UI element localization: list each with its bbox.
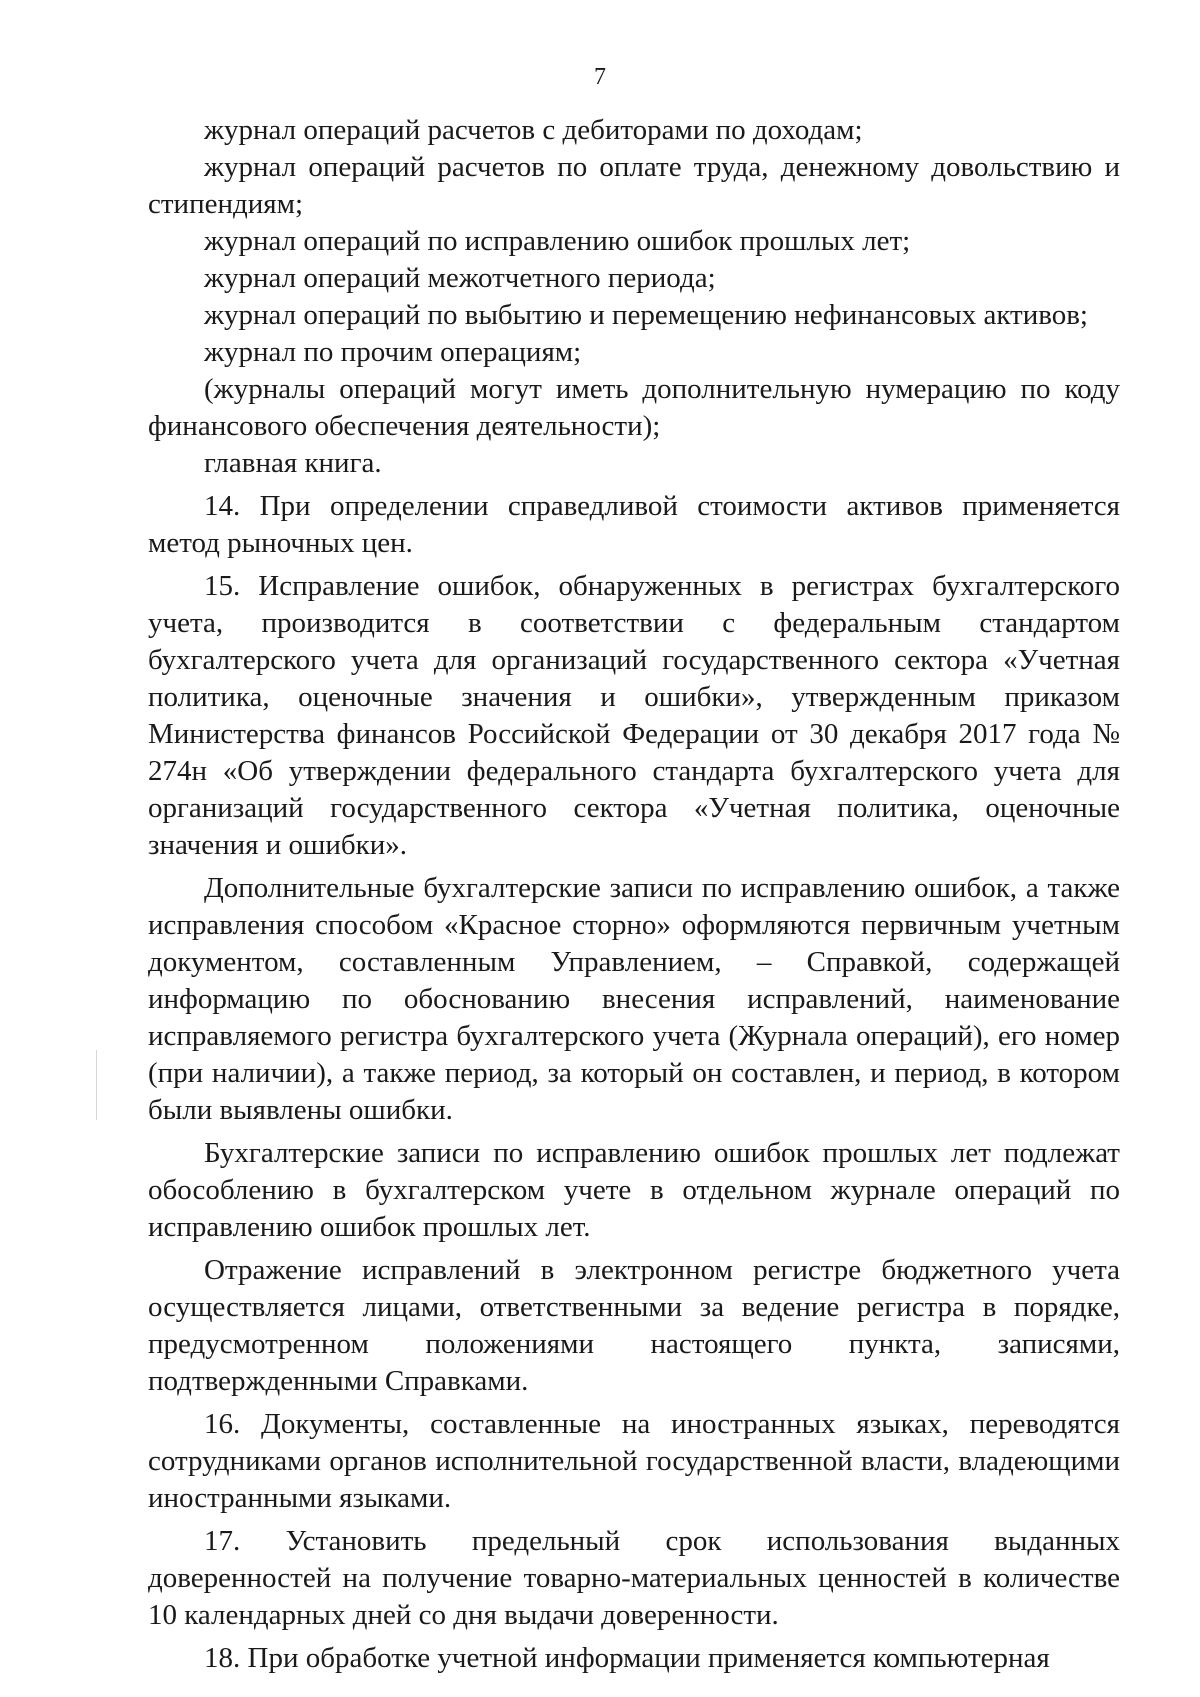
paragraph-general-ledger: главная книга.	[204, 447, 382, 479]
paragraph-item-17: 17. Установить предельный срок использования выданных доверенностей на получение товарно-материальных ценностей в количестве 10 календарных дней со дня выдачи доверенности.	[148, 1525, 1120, 1631]
page-number: 7	[594, 64, 606, 90]
paragraph-journal-debtors: журнал операций расчетов с дебиторами по доходам;	[204, 114, 863, 146]
scan-margin-mark	[96, 1050, 97, 1120]
paragraph-prior-year-entries: Бухгалтерские записи по исправлению ошибок прошлых лет подлежат обособлению в бухгалтерском учете в отдельном журнале операций по исправлению ошибок прошлых лет.	[148, 1137, 1120, 1243]
paragraph-journal-numbering: (журналы операций могут иметь дополнительную нумерацию по коду финансового обеспечения деятельности);	[148, 373, 1120, 442]
paragraph-journal-interim: журнал операций межотчетного периода;	[204, 262, 716, 294]
paragraph-journal-other: журнал по прочим операциям;	[204, 336, 582, 368]
paragraph-item-16: 16. Документы, составленные на иностранных языках, переводятся сотрудниками органов исполнительной государственной власти, владеющими иностранными языками.	[148, 1408, 1120, 1514]
paragraph-item-18: 18. При обработке учетной информации применяется компьютерная	[204, 1642, 1050, 1674]
paragraph-electronic-register: Отражение исправлений в электронном регистре бюджетного учета осуществляется лицами, ответственными за ведение регистра в порядке, предусмотренном положениями настоящего пункта, записями, подтвержденными Справками.	[148, 1254, 1120, 1397]
paragraph-journal-errors: журнал операций по исправлению ошибок прошлых лет;	[204, 225, 911, 257]
paragraph-item-15: 15. Исправление ошибок, обнаруженных в регистрах бухгалтерского учета, производится в соответствии с федеральным стандартом бухгалтерского учета для организаций государственного сектора «Учетная политика, оценочные значения и ошибки», утвержденным приказом Министерства финансов Российской Федерации от 30 декабря 2017 года № 274н «Об утверждении федерального стандарта бухгалтерского учета для организаций государственного сектора «Учетная политика, оценочные значения и ошибки».	[148, 570, 1120, 861]
document-body	[148, 112, 1120, 1677]
paragraph-journal-disposal: журнал операций по выбытию и перемещению нефинансовых активов;	[204, 299, 1088, 331]
paragraph-journal-payroll: журнал операций расчетов по оплате труда, денежному довольствию и стипендиям;	[148, 151, 1120, 220]
paragraph-item-14: 14. При определении справедливой стоимости активов применяется метод рыночных цен.	[148, 490, 1120, 559]
paragraph-additional-entries: Дополнительные бухгалтерские записи по исправлению ошибок, а также исправления способом «Красное сторно» оформляются первичным учетным документом, составленным Управлением, – Справкой, содержащей информацию по обоснованию внесения исправлений, наименование исправляемого регистра бухгалтерского учета (Журнала операций), его номер (при наличии), а также период, за который он составлен, и период, в котором были выявлены ошибки.	[148, 872, 1120, 1126]
